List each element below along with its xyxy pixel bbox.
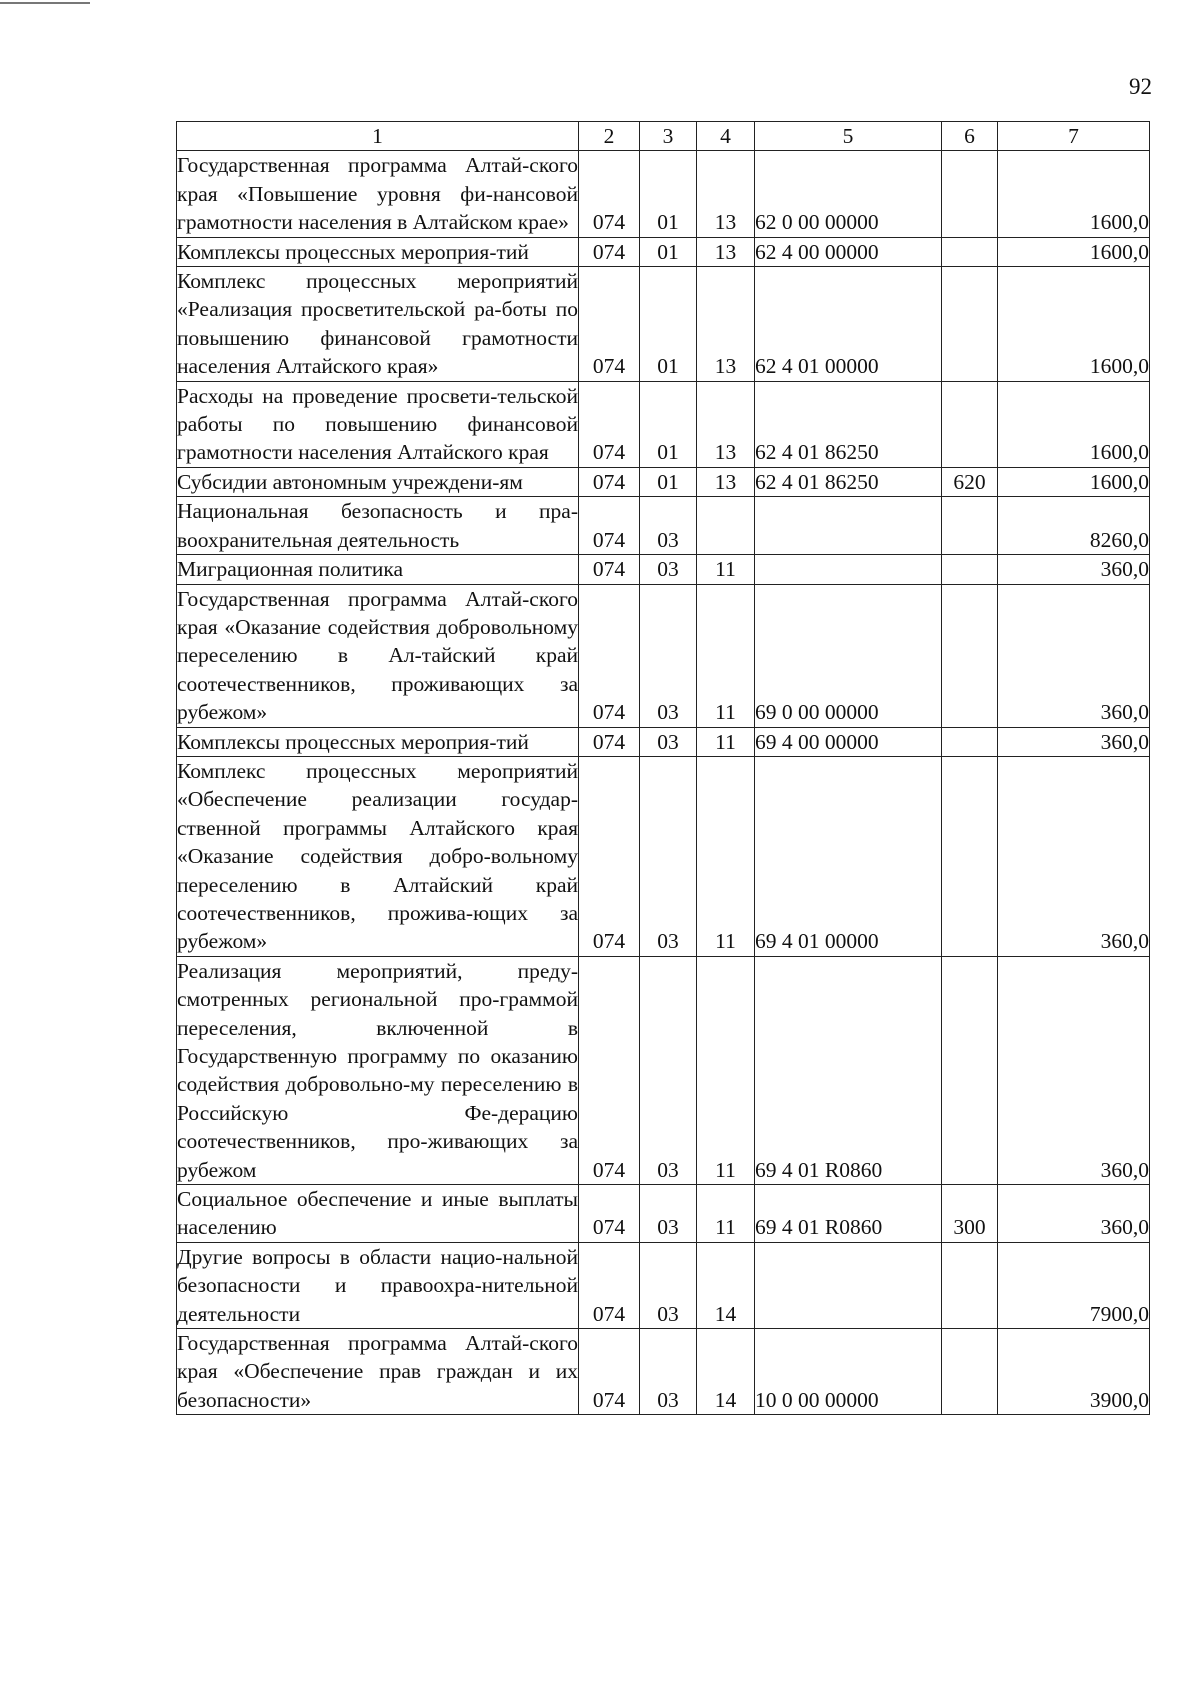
row-admin-code-cell: 074 xyxy=(579,151,640,237)
row-subsection-cell: 14 xyxy=(697,1242,755,1328)
table-row xyxy=(177,1242,1150,1328)
row-amount-cell: 360,0 xyxy=(998,727,1150,756)
row-expense-type-cell xyxy=(942,727,998,756)
row-subsection-cell: 11 xyxy=(697,727,755,756)
row-name-cell: Комплекс процессных мероприятий «Реализация просветительской ра-боты по повышению финансовой грамотности населения Алтайского края» xyxy=(177,267,579,382)
row-expense-type-cell xyxy=(942,237,998,266)
row-subsection-cell: 13 xyxy=(697,267,755,382)
row-section-cell: 03 xyxy=(640,956,697,1184)
row-admin-code-cell: 074 xyxy=(579,956,640,1184)
row-name-cell: Государственная программа Алтай-ского края «Повышение уровня фи-нансовой грамотности населения в Алтайском крае» xyxy=(177,151,579,237)
row-name-cell: Субсидии автономным учреждени-ям xyxy=(177,467,579,496)
row-subsection-cell: 11 xyxy=(697,756,755,956)
row-name-cell: Комплексы процессных мероприя-тий xyxy=(177,727,579,756)
row-target-article-cell: 69 4 01 R0860 xyxy=(755,956,942,1184)
row-admin-code-cell: 074 xyxy=(579,756,640,956)
row-subsection-cell: 11 xyxy=(697,956,755,1184)
row-amount-cell: 3900,0 xyxy=(998,1329,1150,1415)
row-name-cell: Комплекс процессных мероприятий «Обеспечение реализации государ-ственной программы Алтайского края «Оказание содействия добро-вольному переселению в Алтайский край соотечественников, прожива-ющих за рубежом» xyxy=(177,756,579,956)
row-subsection-cell: 14 xyxy=(697,1329,755,1415)
row-target-article-cell: 10 0 00 00000 xyxy=(755,1329,942,1415)
row-expense-type-cell xyxy=(942,584,998,727)
row-admin-code-cell: 074 xyxy=(579,1242,640,1328)
row-target-article-cell: 62 4 01 86250 xyxy=(755,467,942,496)
row-section-cell: 01 xyxy=(640,467,697,496)
row-admin-code-cell: 074 xyxy=(579,727,640,756)
table-row xyxy=(177,727,1150,756)
row-section-cell: 01 xyxy=(640,267,697,382)
row-expense-type-cell xyxy=(942,756,998,956)
row-subsection-cell: 11 xyxy=(697,555,755,584)
row-amount-cell: 360,0 xyxy=(998,555,1150,584)
page-number: 92 xyxy=(1129,74,1152,99)
row-target-article-cell xyxy=(755,497,942,555)
row-name-cell: Социальное обеспечение и иные выплаты населению xyxy=(177,1185,579,1243)
row-subsection-cell: 11 xyxy=(697,584,755,727)
row-admin-code-cell: 074 xyxy=(579,1185,640,1243)
row-amount-cell: 360,0 xyxy=(998,756,1150,956)
row-target-article-cell xyxy=(755,555,942,584)
row-amount-cell: 1600,0 xyxy=(998,151,1150,237)
row-section-cell: 01 xyxy=(640,237,697,266)
row-target-article-cell: 62 4 01 86250 xyxy=(755,381,942,467)
header-col-3: 3 xyxy=(640,122,697,151)
row-expense-type-cell xyxy=(942,267,998,382)
row-expense-type-cell xyxy=(942,381,998,467)
row-name-cell: Миграционная политика xyxy=(177,555,579,584)
row-expense-type-cell xyxy=(942,151,998,237)
row-name-cell: Национальная безопасность и пра-воохранительная деятельность xyxy=(177,497,579,555)
header-col-1: 1 xyxy=(177,122,579,151)
row-admin-code-cell: 074 xyxy=(579,467,640,496)
row-expense-type-cell xyxy=(942,956,998,1184)
table-row xyxy=(177,555,1150,584)
row-section-cell: 03 xyxy=(640,584,697,727)
row-admin-code-cell: 074 xyxy=(579,1329,640,1415)
row-amount-cell: 360,0 xyxy=(998,584,1150,727)
table-row xyxy=(177,237,1150,266)
row-subsection-cell xyxy=(697,497,755,555)
table-row xyxy=(177,497,1150,555)
header-col-5: 5 xyxy=(755,122,942,151)
header-col-6: 6 xyxy=(942,122,998,151)
row-amount-cell: 1600,0 xyxy=(998,237,1150,266)
table-row xyxy=(177,1329,1150,1415)
row-subsection-cell: 13 xyxy=(697,381,755,467)
row-section-cell: 03 xyxy=(640,555,697,584)
row-amount-cell: 1600,0 xyxy=(998,381,1150,467)
row-name-cell: Государственная программа Алтай-ского края «Обеспечение прав граждан и их безопасности» xyxy=(177,1329,579,1415)
row-section-cell: 03 xyxy=(640,1185,697,1243)
row-admin-code-cell: 074 xyxy=(579,237,640,266)
row-subsection-cell: 11 xyxy=(697,1185,755,1243)
table-row xyxy=(177,267,1150,382)
row-amount-cell: 1600,0 xyxy=(998,267,1150,382)
row-admin-code-cell: 074 xyxy=(579,381,640,467)
row-amount-cell: 360,0 xyxy=(998,956,1150,1184)
table-header-row xyxy=(177,122,1150,151)
table-row xyxy=(177,584,1150,727)
row-amount-cell: 8260,0 xyxy=(998,497,1150,555)
row-name-cell: Комплексы процессных мероприя-тий xyxy=(177,237,579,266)
row-target-article-cell: 62 4 00 00000 xyxy=(755,237,942,266)
row-expense-type-cell xyxy=(942,497,998,555)
row-section-cell: 03 xyxy=(640,1242,697,1328)
row-target-article-cell: 62 4 01 00000 xyxy=(755,267,942,382)
table-row xyxy=(177,956,1150,1184)
row-name-cell: Государственная программа Алтай-ского края «Оказание содействия добровольному переселению в Ал-тайский край соотечественников, проживающих за рубежом» xyxy=(177,584,579,727)
row-target-article-cell xyxy=(755,1242,942,1328)
row-admin-code-cell: 074 xyxy=(579,267,640,382)
header-col-7: 7 xyxy=(998,122,1150,151)
row-target-article-cell: 69 4 01 R0860 xyxy=(755,1185,942,1243)
row-expense-type-cell xyxy=(942,1242,998,1328)
row-target-article-cell: 69 4 00 00000 xyxy=(755,727,942,756)
row-section-cell: 03 xyxy=(640,1329,697,1415)
row-target-article-cell: 62 0 00 00000 xyxy=(755,151,942,237)
row-subsection-cell: 13 xyxy=(697,467,755,496)
row-expense-type-cell xyxy=(942,1329,998,1415)
row-section-cell: 03 xyxy=(640,756,697,956)
table-row xyxy=(177,467,1150,496)
row-subsection-cell: 13 xyxy=(697,237,755,266)
row-admin-code-cell: 074 xyxy=(579,555,640,584)
row-name-cell: Другие вопросы в области нацио-нальной безопасности и правоохра-нительной деятельности xyxy=(177,1242,579,1328)
row-admin-code-cell: 074 xyxy=(579,497,640,555)
row-expense-type-cell xyxy=(942,555,998,584)
header-col-2: 2 xyxy=(579,122,640,151)
row-section-cell: 01 xyxy=(640,151,697,237)
row-admin-code-cell: 074 xyxy=(579,584,640,727)
table-row xyxy=(177,151,1150,237)
row-target-article-cell: 69 0 00 00000 xyxy=(755,584,942,727)
row-section-cell: 01 xyxy=(640,381,697,467)
budget-table xyxy=(176,121,1150,1415)
row-section-cell: 03 xyxy=(640,727,697,756)
scan-corner-mark xyxy=(0,2,90,4)
row-amount-cell: 1600,0 xyxy=(998,467,1150,496)
row-amount-cell: 7900,0 xyxy=(998,1242,1150,1328)
table-row xyxy=(177,756,1150,956)
row-amount-cell: 360,0 xyxy=(998,1185,1150,1243)
row-name-cell: Реализация мероприятий, преду-смотренных региональной про-граммой переселения, включенной в Государственную программу по оказанию содействия добровольно-му переселению в Российскую Фе-дерацию соотечественников, про-живающих за рубежом xyxy=(177,956,579,1184)
row-name-cell: Расходы на проведение просвети-тельской работы по повышению финансовой грамотности населения Алтайского края xyxy=(177,381,579,467)
row-target-article-cell: 69 4 01 00000 xyxy=(755,756,942,956)
row-subsection-cell: 13 xyxy=(697,151,755,237)
table-row xyxy=(177,381,1150,467)
row-expense-type-cell: 300 xyxy=(942,1185,998,1243)
row-expense-type-cell: 620 xyxy=(942,467,998,496)
table-row xyxy=(177,1185,1150,1243)
header-col-4: 4 xyxy=(697,122,755,151)
row-section-cell: 03 xyxy=(640,497,697,555)
